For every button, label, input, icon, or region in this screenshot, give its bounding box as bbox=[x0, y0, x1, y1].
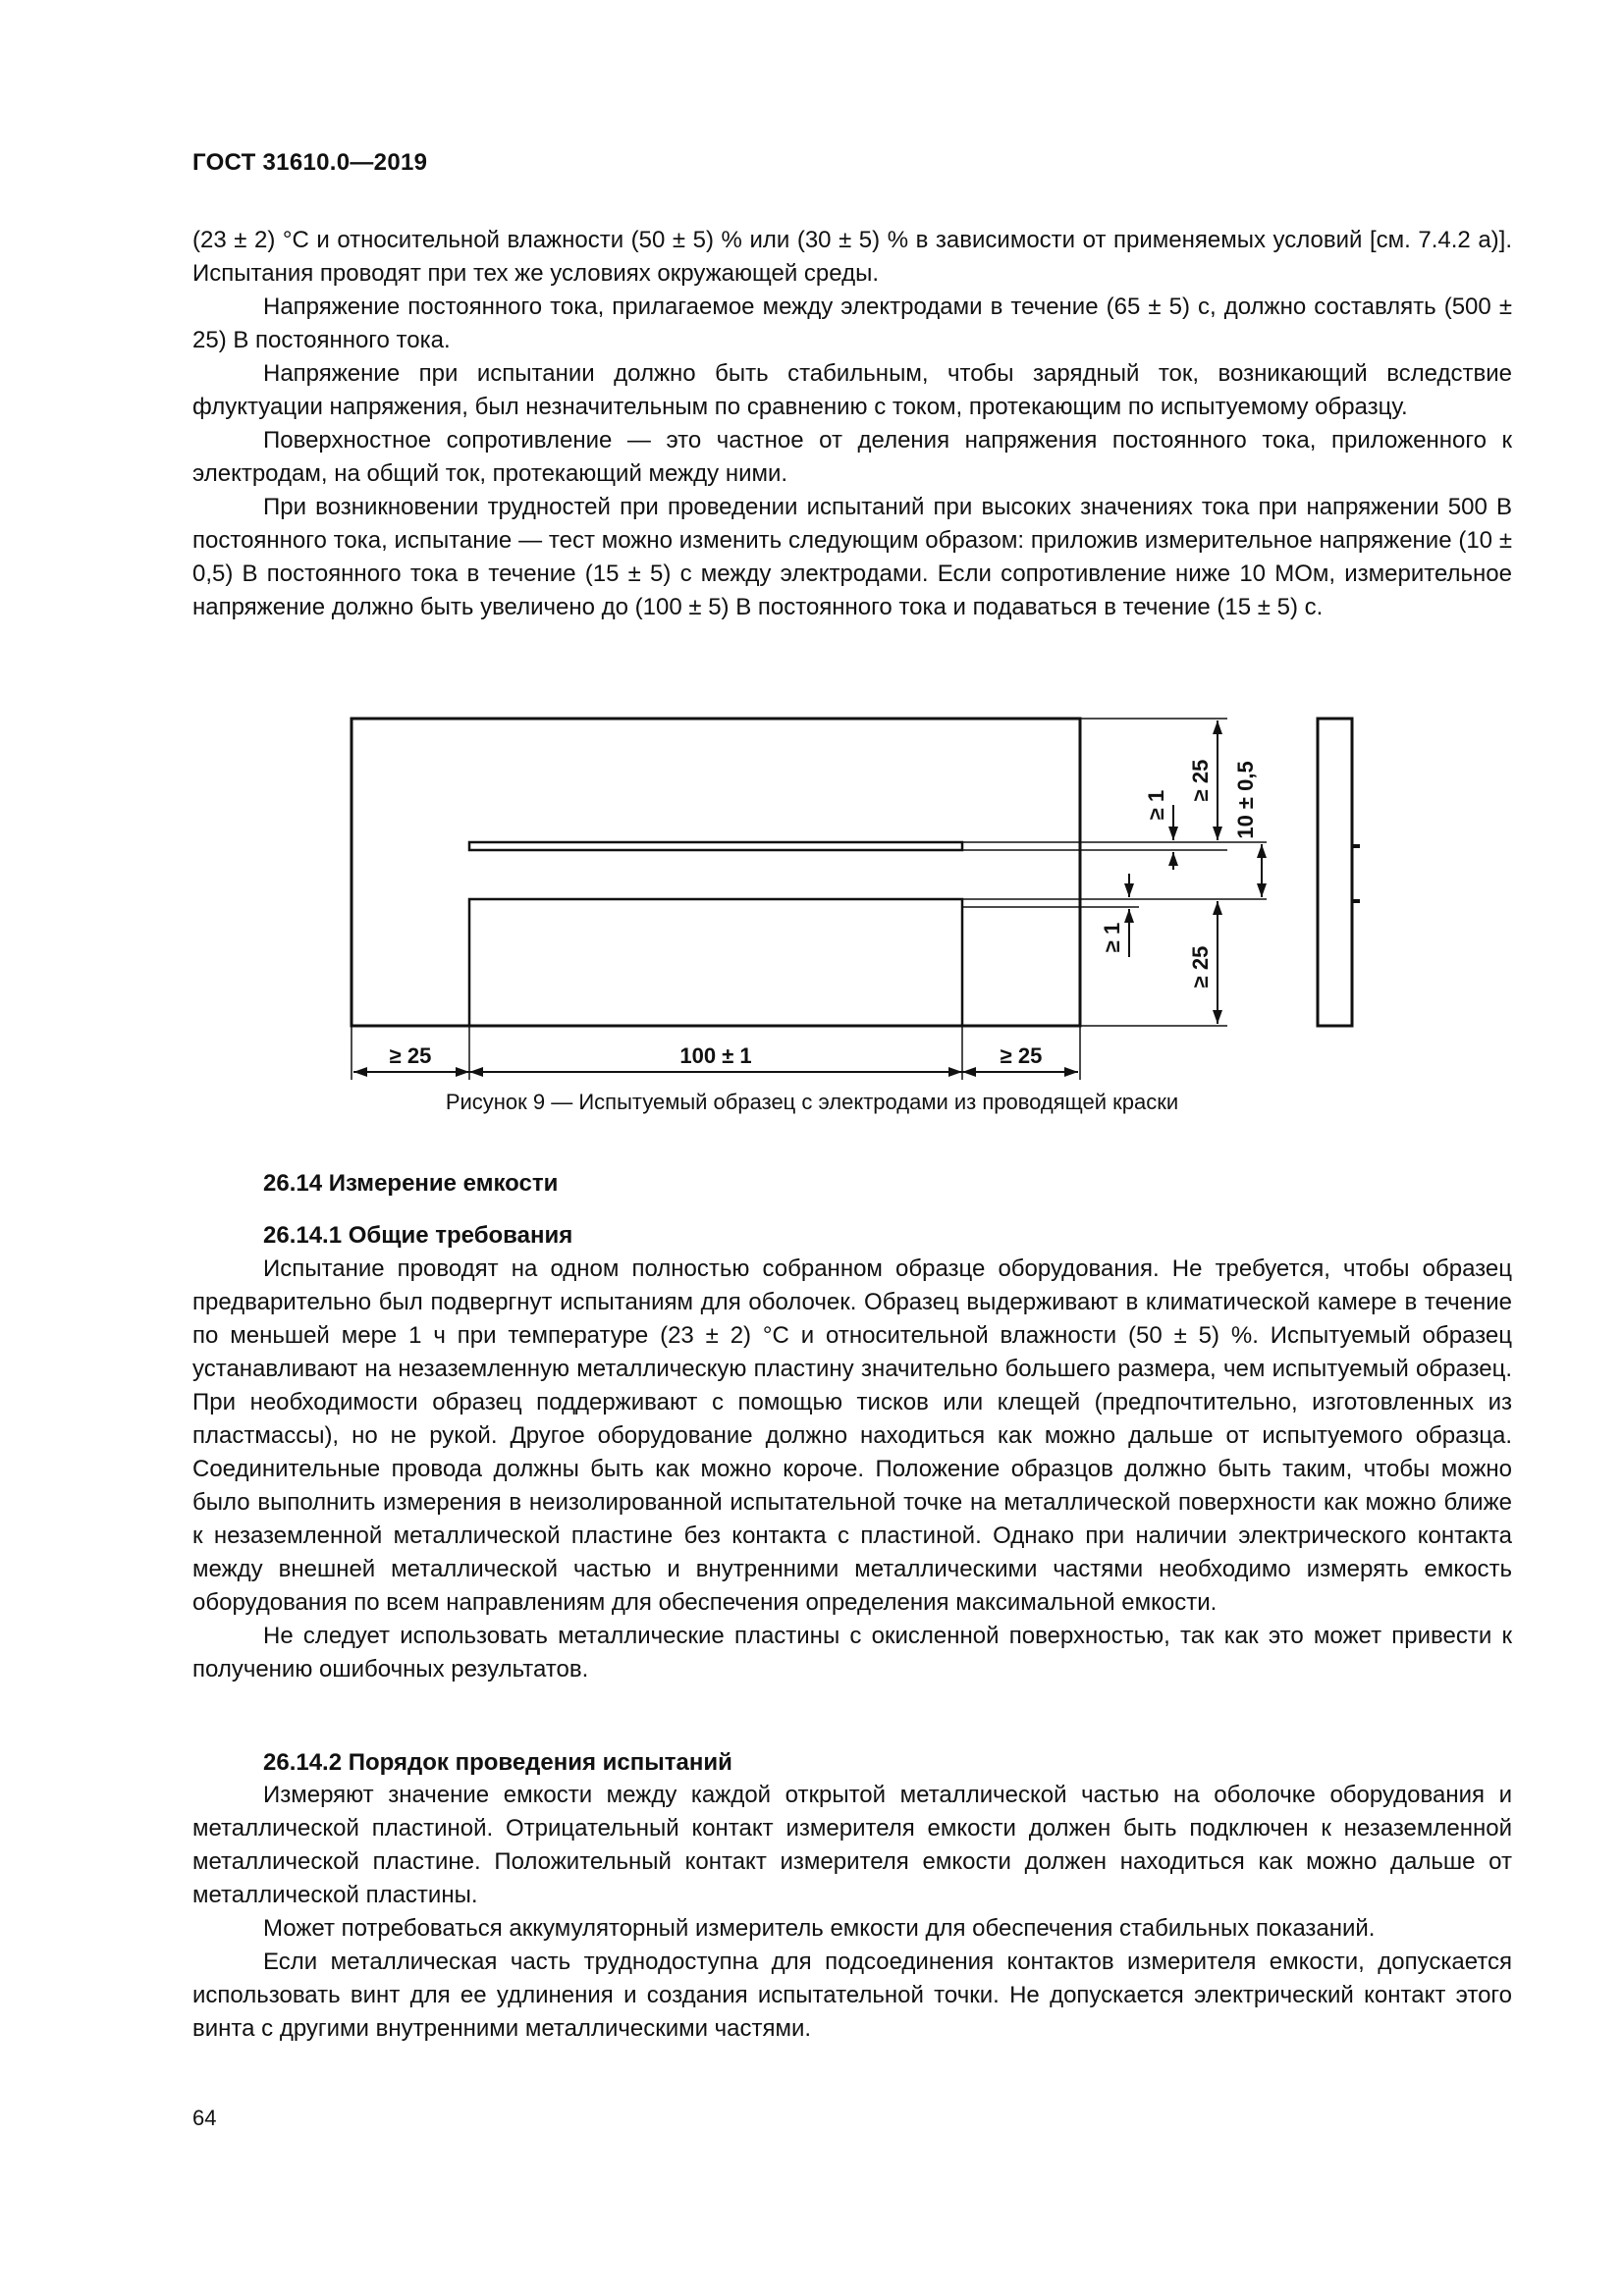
electrode-specimen-figure bbox=[0, 0, 1624, 1080]
dim-label-right-margin: ≥ 25 bbox=[1000, 1043, 1043, 1068]
paragraph: Если металлическая часть труднодоступна для подсоединения контактов измерителя емкости, допускается использовать винт для ее удлинения и создания испытательной точки. Не допускается электрический контакт этого винта с другими внутренними металлическими частями. bbox=[192, 1949, 1512, 2042]
dim-label-left-margin: ≥ 25 bbox=[389, 1043, 432, 1068]
specimen-outline bbox=[352, 719, 1080, 1026]
page-number: 64 bbox=[192, 2106, 217, 2130]
dim-label-electrode-length: 100 ± 1 bbox=[679, 1043, 752, 1068]
paragraph: Напряжение постоянного тока, прилагаемое между электродами в течение (65 ± 5) с, должно составлять (500 ± 25) В постоянного тока. bbox=[192, 294, 1512, 353]
paragraph: Поверхностное сопротивление — это частное от деления напряжения постоянного тока, приложенного к электродам, на общий ток, протекающий между ними. bbox=[192, 427, 1512, 487]
document-header: ГОСТ 31610.0—2019 bbox=[192, 149, 428, 176]
paragraph: Измеряют значение емкости между каждой открытой металлической частью на оболочке оборудования и металлической пластиной. Отрицательный контакт измерителя емкости должен быть подключен к незаземленной металлической пластине. Положительный контакт измерителя емкости должен находиться как можно дальше от металлической пластины. bbox=[192, 1782, 1512, 1908]
section-title: 26.14 Измерение емкости bbox=[263, 1170, 559, 1197]
section-26-14-2-text bbox=[192, 1779, 1512, 2046]
dim-label-bottom-margin: ≥ 25 bbox=[1188, 945, 1213, 988]
subsection-title: 26.14.2 Порядок проведения испытаний bbox=[263, 1749, 732, 1776]
dim-label-line-width-bottom: ≥ 1 bbox=[1100, 922, 1124, 953]
paragraph: Испытание проводят на одном полностью собранном образце оборудования. Не требуется, чтобы образец предварительно был подвергнут испытаниям для оболочек. Образец выдерживают в климатической камере в течение по меньшей мере 1 ч при температуре (23 ± 2) °С и относительной влажности (50 ± 5) %. Испытуемый образец устанавливают на незаземленную металлическую пластину значительно большего размера, чем испытуемый образец. При необходимости образец поддерживают с помощью тисков или клещей (предпочтительно, изготовленных из пластмассы), но не рукой. Другое оборудование должно находиться как можно дальше от испытуемого образца. Соединительные провода должны быть как можно короче. Положение образцов должно быть таким, чтобы можно было выполнить измерения в неизолированной испытательной точке на металлической поверхности как можно ближе к незаземленной металлической пластине без контакта с пластиной. Однако при наличии электрического контакта между внешней металлической частью и внутренними металлическими частями необходимо измерять емкость оборудования по всем направлениям для обеспечения определения максимальной емкости. bbox=[192, 1255, 1512, 1616]
paragraph: Напряжение при испытании должно быть стабильным, чтобы зарядный ток, возникающий вследствие флуктуации напряжения, был незначительным по сравнению с током, протекающим по испытуемому образцу. bbox=[192, 360, 1512, 420]
bottom-electrode bbox=[469, 899, 962, 1026]
dim-label-line-width-top: ≥ 1 bbox=[1144, 789, 1168, 821]
top-electrode bbox=[469, 842, 962, 850]
specimen-side-view bbox=[1318, 719, 1352, 1026]
figure-caption: Рисунок 9 — Испытуемый образец с электродами из проводящей краски bbox=[445, 1090, 1179, 1114]
dim-label-gap: 10 ± 0,5 bbox=[1233, 761, 1258, 839]
subsection-title: 26.14.1 Общие требования bbox=[263, 1222, 573, 1249]
paragraph: Не следует использовать металлические пластины с окисленной поверхностью, так как это может привести к получению ошибочных результатов. bbox=[192, 1623, 1512, 1682]
paragraph: При возникновении трудностей при проведении испытаний при высоких значениях тока при напряжении 500 В постоянного тока, испытание — тест можно изменить следующим образом: приложив измерительное напряжение (10 ± 0,5) В постоянного тока в течение (15 ± 5) с между электродами. Если сопротивление ниже 10 МОм, измерительное напряжение должно быть увеличено до (100 ± 5) В постоянного тока и подаваться в течение (15 ± 5) с. bbox=[192, 494, 1512, 620]
dim-label-top-margin: ≥ 25 bbox=[1188, 759, 1213, 802]
section-26-14-1-text bbox=[192, 1253, 1512, 1686]
paragraph: Может потребоваться аккумуляторный измеритель емкости для обеспечения стабильных показаний. bbox=[263, 1915, 1376, 1942]
paragraph: (23 ± 2) °С и относительной влажности (50 ± 5) % или (30 ± 5) % в зависимости от применяемых условий [см. 7.4.2 а)]. Испытания проводят при тех же условиях окружающей среды. bbox=[192, 227, 1512, 287]
